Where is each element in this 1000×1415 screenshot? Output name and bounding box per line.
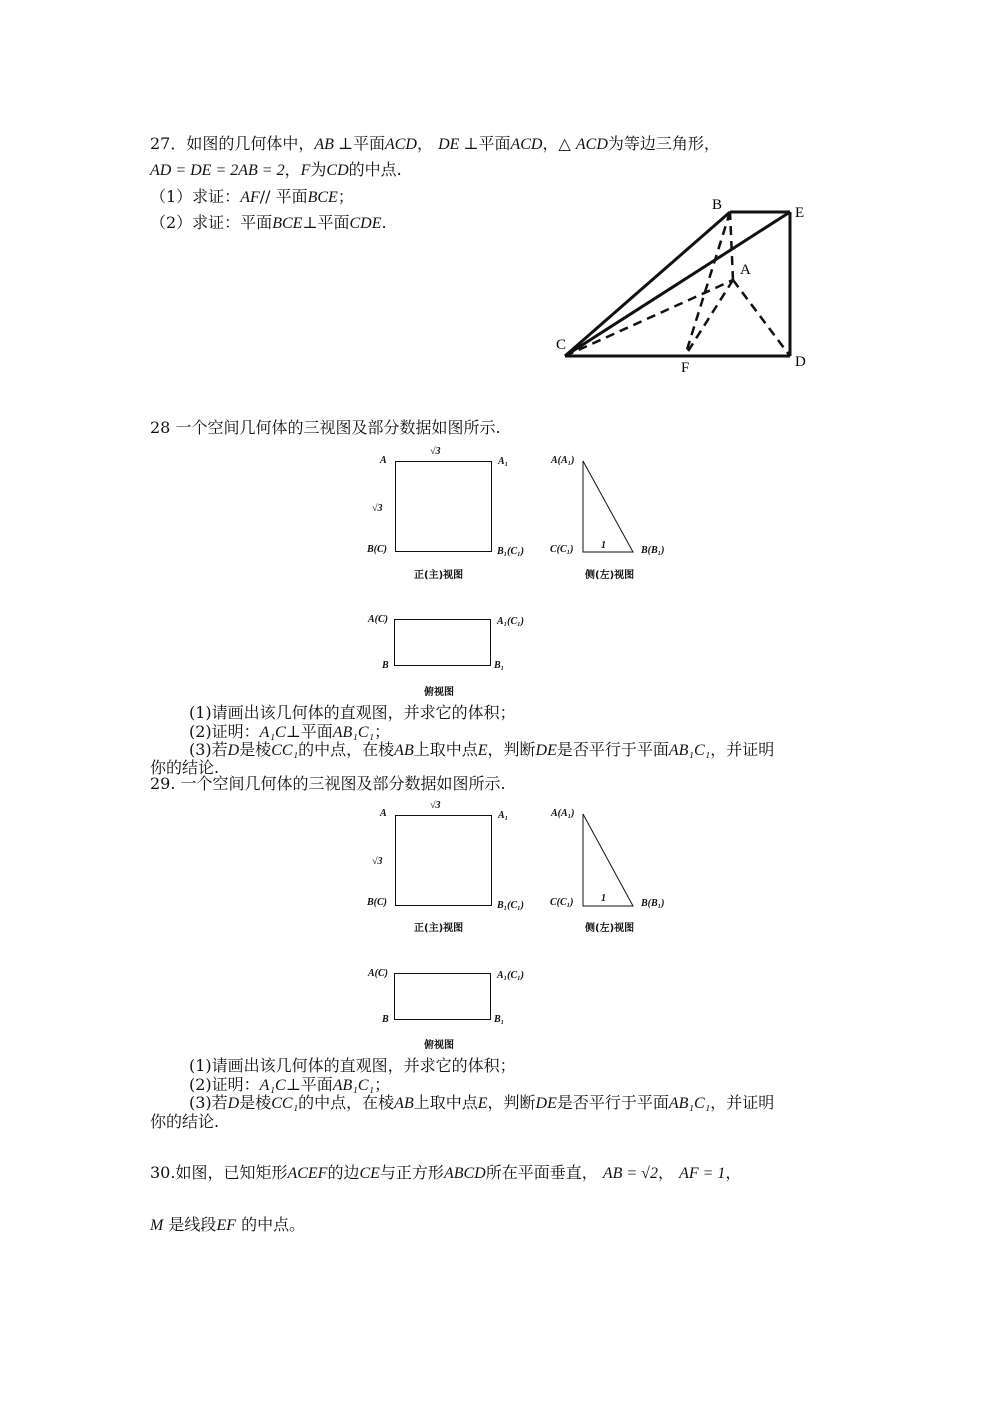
- q28-sub3-a: (3)若: [189, 740, 228, 759]
- q28-sub3-g: ，并证明: [710, 740, 775, 759]
- q29-sub3-de: DE: [535, 1095, 557, 1112]
- q29-front-b1c1: B₁(C₁): [497, 900, 524, 911]
- q28-front-a: A: [380, 455, 387, 466]
- q29-top-ac: A(C): [368, 968, 388, 979]
- q28-top-caption: 俯视图: [424, 687, 454, 698]
- q29-sub3-d2: 上取中点: [413, 1093, 478, 1112]
- q28-sub2-math2: AB₁C₁: [332, 724, 375, 741]
- q28-sub3-e2: ，判断: [487, 740, 536, 759]
- q29-sub1: (1)请画出该几何体的直观图，并求它的体积；: [189, 1056, 516, 1075]
- q28-front-caption: 正(主)视图: [414, 570, 464, 581]
- q29-front-side-len: √3: [372, 856, 383, 867]
- q28-front-side-len: √3: [372, 503, 383, 514]
- q28-sub3-ab1c1: AB₁C₁: [668, 742, 711, 759]
- q27-sep: ，: [416, 134, 433, 153]
- q27-line1-prefix: 27．如图的几何体中，: [150, 134, 315, 153]
- q27-line2-mid2: 为: [310, 160, 327, 179]
- q28-sub3-f: 是否平行于平面: [556, 740, 669, 759]
- q27-part1-prefix: （1）求证：: [150, 187, 241, 206]
- q27-part1-math-bce: BCE: [307, 189, 338, 206]
- q29-sub3-ab: AB: [394, 1095, 414, 1112]
- q29-front-bc: B(C): [367, 897, 387, 908]
- q27-math-cd: CD: [326, 162, 349, 179]
- q28-side-cc1: C(C₁): [550, 544, 574, 555]
- q29-top-a1c1: A₁(C₁): [497, 970, 524, 981]
- q30-line2-suffix: 的中点。: [241, 1215, 306, 1234]
- q29-sub3-f: 是否平行于平面: [556, 1093, 669, 1112]
- q28-top-b: B: [382, 660, 389, 671]
- q30-m-m: M: [150, 1217, 164, 1234]
- q27-line2-mid: ，: [284, 160, 301, 179]
- q30-m-acef: ACEF: [287, 1165, 328, 1182]
- q29-sub3: [189, 1093, 774, 1114]
- q29-sub2-suffix: ；: [374, 1075, 391, 1094]
- q28-side-caption: 侧(左)视图: [585, 570, 635, 581]
- q27-plane-word: 平面: [352, 134, 385, 153]
- q28-sub3-d2: 上取中点: [413, 740, 478, 759]
- q29-sub3-line2: 你的结论.: [150, 1112, 220, 1131]
- label-f: F: [681, 360, 690, 376]
- q29-top-b1: B₁: [494, 1014, 505, 1025]
- q28-front-b1c1: B₁(C₁): [497, 546, 524, 557]
- q27-mid: ，△: [542, 134, 571, 153]
- q29-sub2-mid: ⊥平面: [285, 1075, 333, 1094]
- q29-sub3-e2: ，判断: [487, 1093, 536, 1112]
- q28-sub3-line2: 你的结论.: [150, 758, 220, 777]
- q29-sub2-prefix: (2)证明：: [189, 1075, 260, 1094]
- q28-sub1: (1)请画出该几何体的直观图，并求它的体积；: [189, 703, 516, 722]
- q28-top-ac: A(C): [368, 614, 388, 625]
- q29-sub3-d: D: [227, 1095, 240, 1112]
- q30-m-ab: AB = √2: [602, 1165, 658, 1182]
- q30-mid1: 的边: [327, 1163, 360, 1182]
- q27-part1-suffix: ；: [337, 187, 354, 206]
- q30-line1-prefix: 30.如图，已知矩形: [150, 1163, 288, 1182]
- q28-side-aa1: A(A₁): [551, 455, 575, 466]
- q28-sub2-prefix: (2)证明：: [189, 722, 260, 741]
- q27-line2-suffix: 的中点.: [348, 160, 402, 179]
- q29-front-caption: 正(主)视图: [414, 923, 464, 934]
- q30-m-abcd: ABCD: [443, 1165, 486, 1182]
- q27-part2-math-bce: BCE: [272, 215, 303, 232]
- q30-mid4: ，: [657, 1163, 674, 1182]
- q27-line1-suffix: 为等边三角形，: [607, 134, 720, 153]
- q28-sub3-c: 的中点，在棱: [298, 740, 395, 759]
- q27-part2-math-cde: CDE: [349, 215, 382, 232]
- label-a: A: [740, 262, 751, 278]
- q28-front-bc: B(C): [367, 544, 387, 555]
- q27-part2-mid: ⊥平面: [302, 213, 350, 232]
- label-c: C: [556, 337, 567, 353]
- q28-sub2-math: A₁C: [259, 724, 286, 741]
- q29-top-b: B: [382, 1014, 389, 1025]
- label-d: D: [795, 354, 806, 370]
- q29-front-top-len: √3: [430, 800, 441, 811]
- q28-sub3-ab: AB: [394, 742, 414, 759]
- q29-sub3-c: 的中点，在棱: [298, 1093, 395, 1112]
- q28-sub3-d: D: [227, 742, 240, 759]
- q28-side-bb1: B(B₁): [641, 545, 665, 556]
- q28-sub3-cc1: CC₁: [271, 742, 299, 759]
- q29-front-a1: A₁: [498, 810, 509, 821]
- q27-math-ab-perp: AB ⊥: [314, 136, 353, 153]
- q29-top-caption: 俯视图: [424, 1040, 454, 1051]
- q27-part1-mid: // 平面: [259, 187, 308, 206]
- q29-sub2-math2: AB₁C₁: [332, 1077, 375, 1094]
- q28-front-a1: A₁: [498, 456, 509, 467]
- q30-line1: [150, 1163, 741, 1184]
- q29-top-rect: [394, 973, 491, 1020]
- label-e: E: [795, 205, 805, 221]
- q30-mid2: 与正方形: [379, 1163, 444, 1182]
- q30-line2: [150, 1215, 305, 1236]
- q28-front-top-len: √3: [430, 446, 441, 457]
- q27-math-f: F: [300, 162, 311, 179]
- q28-top-b1: B₁: [494, 660, 505, 671]
- q27-math-acd: ACD: [384, 136, 417, 153]
- q29-side-aa1: A(A₁): [551, 808, 575, 819]
- q29-sub3-e: E: [477, 1095, 488, 1112]
- q29-title: 29. 一个空间几何体的三视图及部分数据如图所示.: [150, 774, 506, 793]
- q29-side-base-len: 1: [601, 893, 606, 904]
- q29-side-bb1: B(B₁): [641, 898, 665, 909]
- q28-sub3-e: E: [477, 742, 488, 759]
- q30-line1-suffix: ，: [725, 1163, 742, 1182]
- q30-m-ef: EF: [216, 1217, 236, 1234]
- q29-sub2-math: A₁C: [259, 1077, 286, 1094]
- q28-top-a1c1: A₁(C₁): [497, 616, 524, 627]
- q27-math-acd-3: ACD: [575, 136, 608, 153]
- q29-sub3-ab1c1: AB₁C₁: [668, 1095, 711, 1112]
- q28-title: 28 一个空间几何体的三视图及部分数据如图所示.: [150, 418, 501, 437]
- q27-part1-math-af: AF: [240, 189, 260, 206]
- q29-sub3-cc1: CC₁: [271, 1095, 299, 1112]
- q28-sub3-b: 是棱: [239, 740, 272, 759]
- q29-sub3-a: (3)若: [189, 1093, 228, 1112]
- label-b: B: [712, 197, 723, 213]
- q27-math-de-perp: DE ⊥: [438, 136, 479, 153]
- q29-sub3-b: 是棱: [239, 1093, 272, 1112]
- q28-side-base-len: 1: [601, 540, 606, 551]
- q27-part2-prefix: （2）求证：平面: [150, 213, 273, 232]
- q30-m-af: AF = 1: [679, 1165, 726, 1182]
- q30-m-ce: CE: [359, 1165, 380, 1182]
- q29-front-a: A: [380, 808, 387, 819]
- q29-side-caption: 侧(左)视图: [585, 923, 635, 934]
- q27-part2-suffix: .: [381, 213, 387, 232]
- q27-plane-word-2: 平面: [478, 134, 511, 153]
- q29-sub3-g: ，并证明: [710, 1093, 775, 1112]
- q28-sub3-de: DE: [535, 742, 557, 759]
- q30-line2-mid: 是线段: [168, 1215, 217, 1234]
- q27-math-ad-de: AD = DE = 2AB = 2: [150, 162, 285, 179]
- q28-sub2-suffix: ；: [374, 722, 391, 741]
- q28-sub2-mid: ⊥平面: [285, 722, 333, 741]
- q29-side-cc1: C(C₁): [550, 897, 574, 908]
- q30-mid3: 所在平面垂直，: [485, 1163, 598, 1182]
- q27-math-acd-2: ACD: [510, 136, 543, 153]
